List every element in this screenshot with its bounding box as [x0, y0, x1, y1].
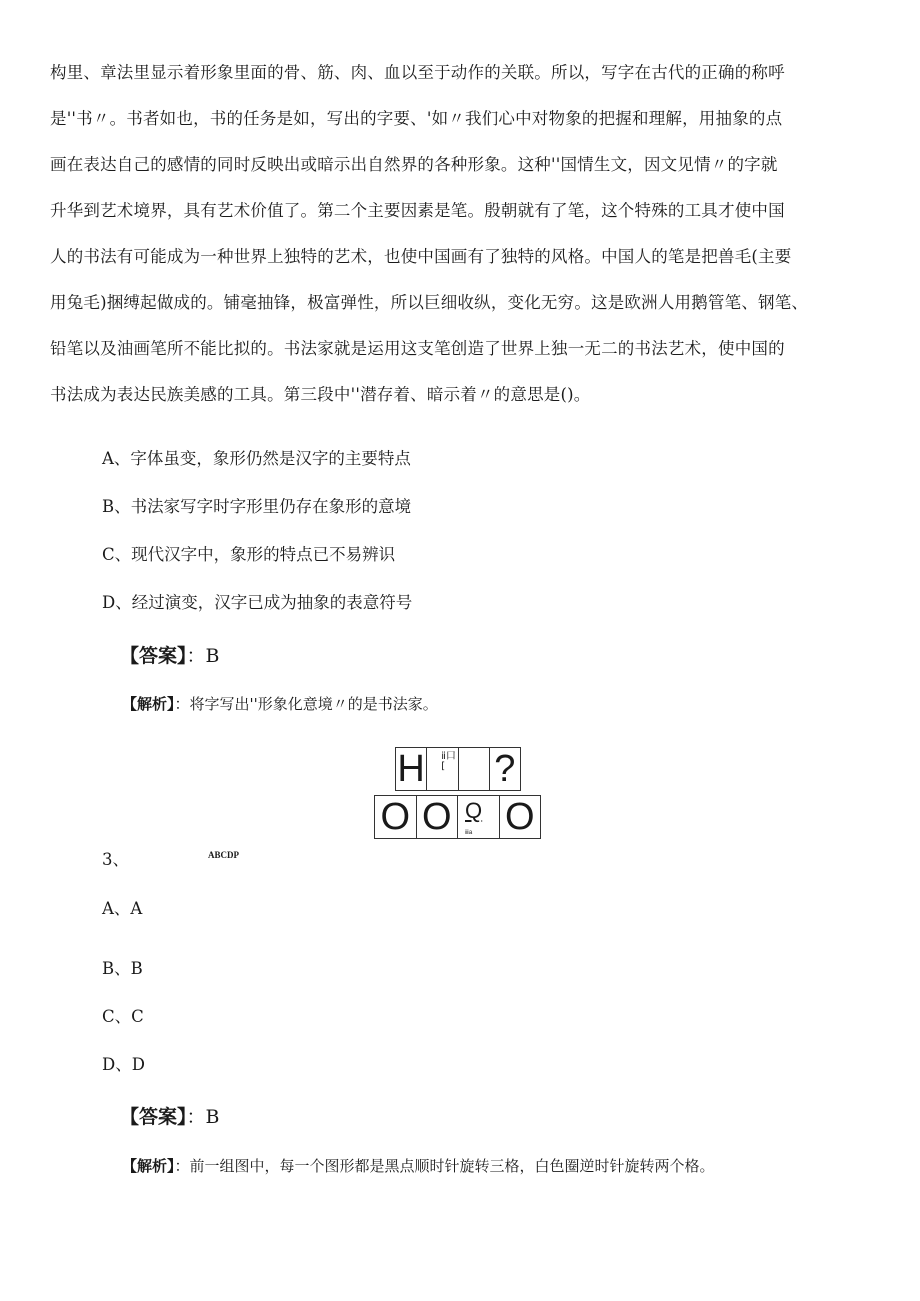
explanation-text: ：将字写出''形象化意境〃的是书法家。 [174, 695, 438, 713]
puzzle-cell [396, 748, 427, 790]
q2-option-d: D、经过演变，汉字已成为抽象的表意符号 [102, 593, 413, 612]
q3-number: 3、 [102, 850, 129, 869]
passage-line: 书法成为表达民族美感的工具。第三段中''潜存着、暗示着〃的意思是()。 [50, 385, 591, 404]
passage-line: 构里、章法里显示着形象里面的骨、筋、肉、血以至于动作的关联。所以，写字在古代的正确的称呼 [50, 63, 785, 82]
q3-option-a: A、A [102, 899, 143, 918]
passage-line: 升华到艺术境界，具有艺术价值了。第二个主要因素是笔。殷朝就有了笔，这个特殊的工具才使中国 [50, 201, 785, 220]
passage-line: 铅笔以及油画笔所不能比拟的。书法家就是运用这支笔创造了世界上独一无二的书法艺术，使中国的 [50, 339, 785, 358]
puzzle-cell-text: Q [465, 798, 483, 823]
passage [50, 58, 870, 426]
passage-line: 画在表达自己的感情的同时反映出或暗示出自然界的各种形象。这种''国情生文，因文见情〃的字就 [50, 155, 778, 174]
answer-label: 【答案】 [120, 1106, 187, 1128]
puzzle-cell-text: H [397, 748, 425, 790]
q3-explanation [122, 1154, 715, 1178]
puzzle-cell [458, 796, 500, 838]
puzzle-row-bottom [374, 795, 541, 839]
q2-explanation [122, 692, 438, 716]
puzzle-cell [427, 748, 458, 790]
puzzle-cell [490, 748, 520, 790]
answer-value: ：B [186, 645, 220, 667]
puzzle-row-top [395, 747, 521, 791]
puzzle-cell-text: O [421, 796, 452, 838]
explanation-label: 【解析】 [122, 695, 175, 713]
puzzle-cell [500, 796, 541, 838]
q2-answer [120, 642, 219, 670]
answer-label: 【答案】 [120, 645, 187, 667]
q3-option-d: D、D [102, 1055, 145, 1074]
question-mark: ? [494, 748, 516, 790]
passage-line: 用兔毛)捆缚起做成的。铺毫抽锋，极富弹性，所以巨细收纵，变化无穷。这是欧洲人用鹅管笔、钢笔、 [50, 293, 809, 312]
puzzle-cell-tiny-text: ⅲa [465, 830, 473, 836]
puzzle-cell [375, 796, 417, 838]
explanation-text: ：前一组图中，每一个图形都是黑点顺时针旋转三格，白色圈逆时针旋转两个格。 [174, 1157, 715, 1175]
passage-line: 人的书法有可能成为一种世界上独特的艺术，也使中国画有了独特的风格。中国人的笔是把兽毛(主要 [50, 247, 792, 266]
explanation-label: 【解析】 [122, 1157, 175, 1175]
puzzle-cell [417, 796, 459, 838]
puzzle-cell-text: ⅱ口[ [441, 751, 456, 772]
puzzle-cell [459, 748, 490, 790]
answer-value: ：B [186, 1106, 220, 1128]
q2-option-a: A、字体虽变，象形仍然是汉字的主要特点 [102, 449, 411, 468]
q2-option-c: C、现代汉字中，象形的特点已不易辨识 [102, 545, 396, 564]
q3-answer [120, 1103, 219, 1131]
puzzle-cell-text: O [504, 796, 535, 838]
q3-label: ABCDP [208, 850, 239, 860]
q3-option-b: B、B [102, 959, 143, 978]
passage-line: 是''书〃。书者如也，书的任务是如，写出的字要、'如〃我们心中对物象的把握和理解，用抽象的点 [50, 109, 783, 128]
puzzle-cell-text: O [380, 796, 411, 838]
q2-option-b: B、书法家写字时字形里仍存在象形的意境 [102, 497, 412, 516]
q3-option-c: C、C [102, 1007, 144, 1026]
